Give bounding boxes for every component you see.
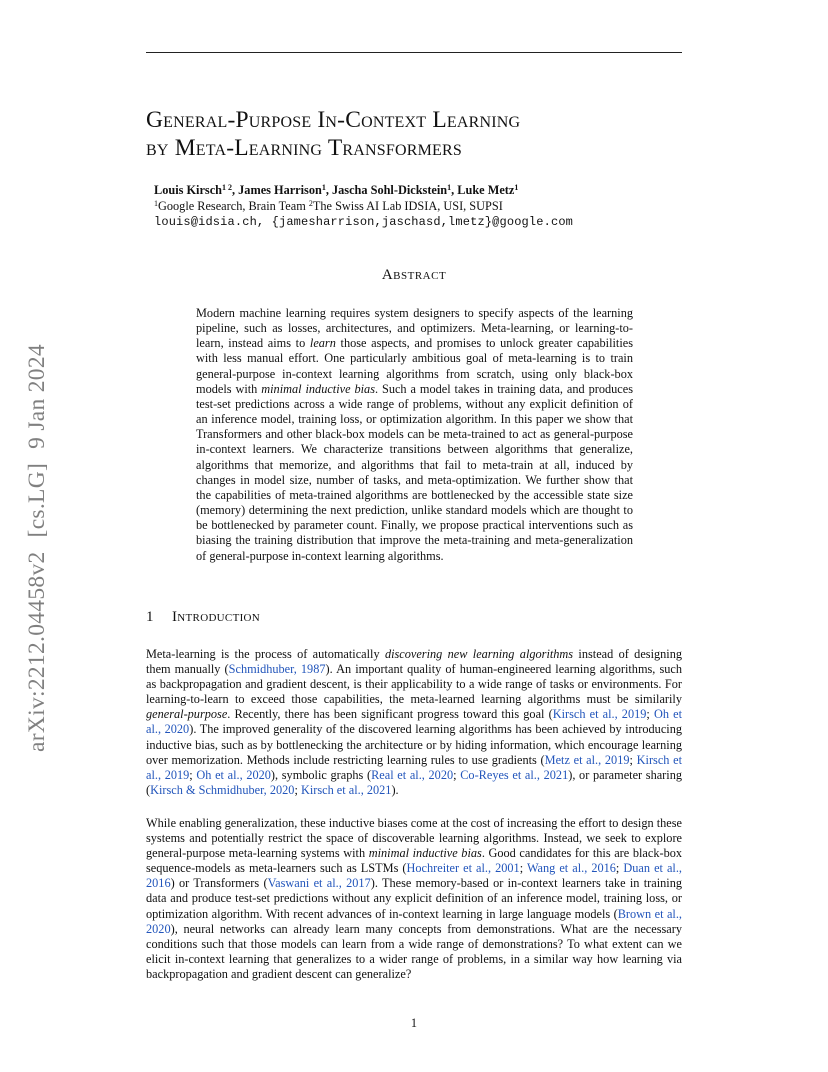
section-heading-introduction [146,609,260,626]
affiliation-1: Google Research, Brain Team [158,199,309,213]
citation-link[interactable]: Duan et al., 2016 [146,861,682,891]
top-rule [146,52,682,53]
citation-link[interactable]: Hochreiter et al., 2001 [406,861,520,876]
citation-link[interactable]: Metz et al., 2019 [544,752,630,767]
abstract-body: Modern machine learning requires system designers to specify aspects of the learning pipeline, such as losses, architectures, and optimizers. Meta-learning, or learning-to-learn, instead aims to learn those aspects, and promises to unlock greater capabilities with less manual effort. One particularly ambitious goal of meta-learning is to train general-purpose in-context learning algorithms from scratch, using only black-box models with minimal inductive bias. Such a model takes in training data, and produces test-set predictions across a wide range of problems, without any explicit definition of an inference model, training loss, or optimization algorithm. In this paper we show that Transformers and other black-box models can be meta-trained to act as general-purpose in-context learners. We characterize transitions between algorithms that generalize, algorithms that memorize, and algorithms that fail to meta-train at all, induced by changes in model size, number of tasks, and meta-optimization. We further show that the capabilities of meta-trained algorithms are bottlenecked by the accessible state size (memory) determining the next prediction, unlike standard models which are thought to be bottlenecked by parameter count. Finally, we propose practical interventions such as biasing the training distribution that improve the meta-training and meta-generalization of general-purpose in-context learning algorithms. [196,306,633,563]
intro-paragraph-2: While enabling generalization, these inductive biases come at the cost of increasing the effort to design these systems and potentially restrict the space of discoverable learning algorithms. Instead, we seek to explore general-purpose meta-learning systems with minimal inductive bias. Good candidates for this are black-box sequence-models as meta-learners such as LSTMs (Hochreiter et al., 2001; Wang et al., 2016; Duan et al., 2016) or Transformers (Vaswani et al., 2017). These memory-based or in-context learners take in training data and produce test-set predictions without any explicit definition of an inference model, training loss, or optimization algorithm. With recent advances of in-context learning in large language models (Brown et al., 2020), neural networks can already learn many concepts from demonstrations. What are the necessary conditions such that those models can learn from a wide range of demonstrations? To what extent can we elicit in-context learning that generalizes to a wider range of problems, in a similar way how learning via backpropagation and gradient descent can generalize? [146,816,683,981]
citation-link[interactable]: Oh et al., 2020 [146,707,682,737]
citation-link[interactable]: Brown et al., 2020 [146,906,682,936]
citation-link[interactable]: Kirsch et al., 2019 [146,752,683,782]
citation-link[interactable]: Oh et al., 2020 [196,767,271,782]
affiliation-2: The Swiss AI Lab IDSIA, USI, SUPSI [312,199,503,213]
author-2: James Harrison [238,183,322,197]
title-line-2: by Meta-Learning Transformers [146,135,462,161]
citation-link[interactable]: Wang et al., 2016 [526,861,616,876]
author-names: Louis Kirsch$^{1 2}$, James Harrison$^1$, Jascha Sohl-Dickstein$^1$, Luke Metz$^1$ [154,183,519,197]
author-3: Jascha Sohl-Dickstein [332,183,448,197]
citation-link[interactable]: Schmidhuber, 1987 [228,662,326,677]
arxiv-category: [cs.LG] [24,462,50,538]
author-1: Louis Kirsch [154,183,222,197]
author-block [154,182,714,230]
intro-paragraph-1: Meta-learning is the process of automatically discovering new learning algorithms instead of designing them manually (Schmidhuber, 1987). An important quality of human-engineered learning algorithms, such as backpropagation and gradient descent, is their applicability to a wide range of tasks or environments. For learning-to-learn to exceed those capabilities, the meta-learned learning algorithms must be similarily general-purpose. Recently, there has been significant progress toward this goal (Kirsch et al., 2019; Oh et al., 2020). The improved generality of the discovered learning algorithms has been achieved by introducing inductive bias, such as by bottlenecking the architecture or by hiding information, which encourage learning over memorization. Methods include restricting learning rules to use gradients (Metz et al., 2019; Kirsch et al., 2019; Oh et al., 2020), symbolic graphs (Real et al., 2020; Co-Reyes et al., 2021), or parameter sharing (Kirsch & Schmidhuber, 2020; Kirsch et al., 2021). [146,647,683,797]
arxiv-id[interactable]: arXiv:2212.04458v2 [24,551,50,752]
abstract-heading: Abstract [381,267,447,283]
page-number: 1 [410,1016,418,1030]
author-emails[interactable]: louis@idsia.ch, {jamesharrison,jaschasd,lmetz}@google.com [154,215,574,229]
arxiv-date: 9 Jan 2024 [24,344,50,449]
paper-title [146,106,706,162]
citation-link[interactable]: Vaswani et al., 2017 [267,876,371,891]
citation-link[interactable]: Kirsch & Schmidhuber, 2020 [150,782,295,797]
author-4: Luke Metz [457,183,515,197]
section-title: Introduction [172,609,261,625]
title-line-1: General-Purpose In-Context Learning [146,107,521,133]
citation-link[interactable]: Co-Reyes et al., 2021 [460,767,569,782]
citation-link[interactable]: Kirsch et al., 2019 [552,707,647,722]
arxiv-sidebar-stamp [22,292,52,752]
section-number: 1 [146,609,154,625]
affiliations: $^1$Google Research, Brain Team $^2$The Swiss AI Lab IDSIA, USI, SUPSI [154,199,503,213]
citation-link[interactable]: Kirsch et al., 2021 [300,782,392,797]
citation-link[interactable]: Real et al., 2020 [371,767,454,782]
